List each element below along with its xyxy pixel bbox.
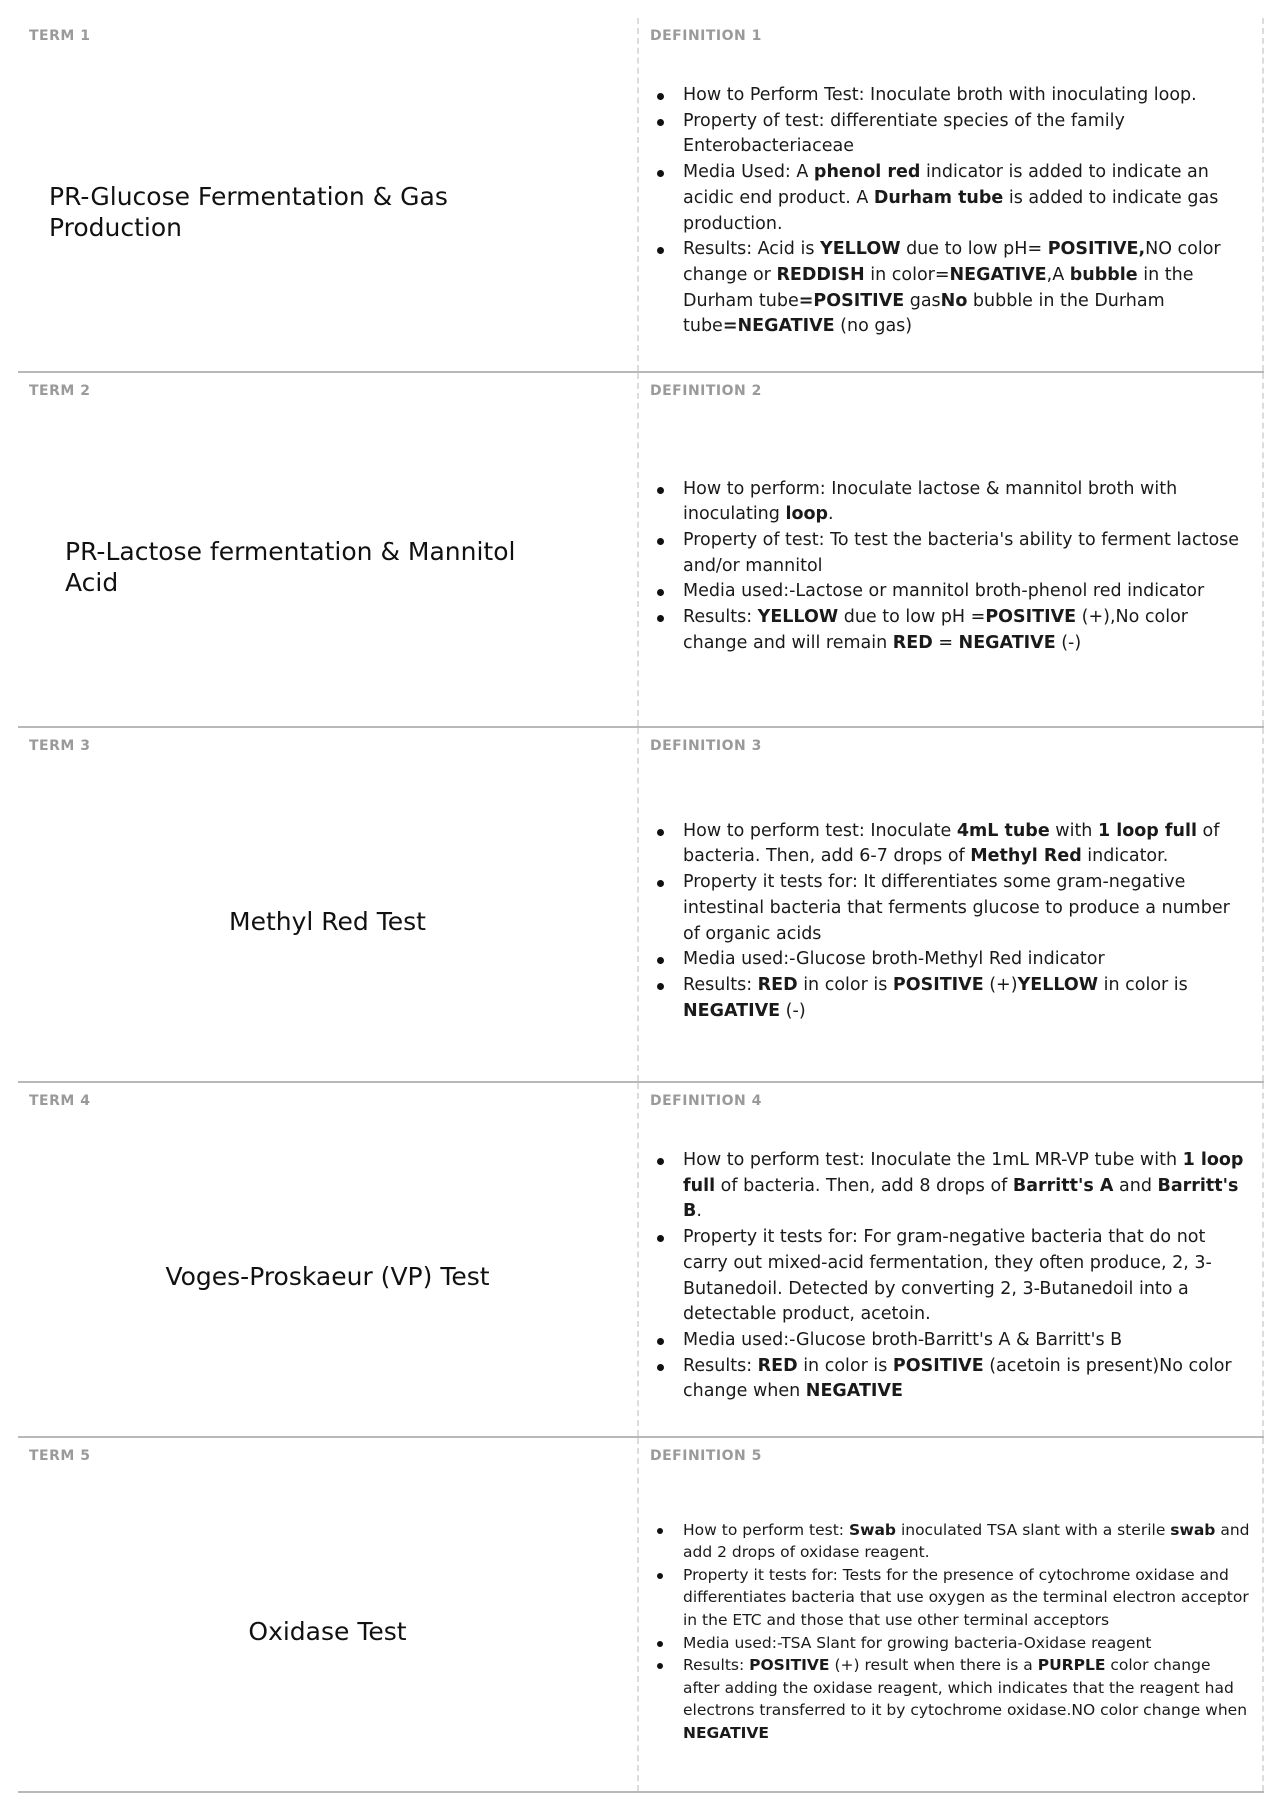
text-run: (+),No color change and will remain [683, 607, 1188, 653]
bold-text: No [940, 290, 968, 311]
definition-bullet [683, 237, 1250, 340]
text-run: How to Perform Test: Inoculate broth with inoculating loop. [683, 84, 1197, 105]
definition-label: DEFINITION 2 [650, 383, 762, 399]
bold-text: YELLOW [820, 239, 901, 260]
text-run: is added to indicate gas production. [683, 187, 1219, 234]
flashcard [18, 1083, 1264, 1438]
text-run: with [1049, 820, 1098, 841]
bold-text: phenol red [813, 162, 921, 183]
text-run: in color is [797, 974, 893, 995]
text-run: (+) [983, 974, 1018, 995]
text-run: indicator. [1081, 846, 1169, 867]
text-run: NO color change or [683, 239, 1221, 285]
bold-text: =NEGATIVE [722, 316, 835, 337]
definition-list [639, 819, 1250, 1025]
definition-bullet [683, 1519, 1250, 1564]
text-run: bubble in the Durham tube [683, 290, 1165, 337]
definition-bullet [683, 1225, 1250, 1328]
text-run: Results: [683, 1656, 750, 1675]
text-run: (+) result when there is a [829, 1656, 1038, 1675]
text-run: and add 2 drops of oxidase reagent. [683, 1520, 1250, 1562]
bold-text: YELLOW [1017, 974, 1099, 995]
bold-text: POSITIVE [985, 607, 1077, 628]
text-run: . [828, 504, 834, 525]
term-text: Voges-Proskaeur (VP) Test [165, 1262, 490, 1291]
term-cell [18, 728, 639, 1081]
bold-text: RED [757, 1355, 798, 1376]
definition-list [639, 1519, 1250, 1745]
definition-bullet [683, 160, 1250, 237]
bold-text: Methyl Red [970, 846, 1082, 867]
term-cell [18, 373, 639, 726]
term-cell [18, 1438, 639, 1791]
bold-text: NEGATIVE [958, 632, 1056, 653]
text-run: Property it tests for: Tests for the presence of cytochrome oxidase and differentiates bacteria that use oxygen as the terminal electron acceptor in the ETC and those that use other terminal acceptors [683, 1565, 1249, 1629]
definition-bullet [683, 1328, 1250, 1354]
definition-bullet [683, 1654, 1250, 1744]
text-run: Results: Acid is [683, 239, 821, 260]
text-run: Media used:-Glucose broth-Barritt's A & Barritt's B [683, 1329, 1123, 1350]
bold-text: NEGATIVE [949, 264, 1047, 285]
text-run: Results: [683, 1355, 758, 1376]
definition-label: DEFINITION 3 [650, 738, 762, 754]
text-run: Property of test: differentiate species of the family Enterobacteriaceae [683, 110, 1125, 157]
bold-text: Barritt's A [1012, 1175, 1114, 1196]
text-run: in color is [797, 1355, 893, 1376]
term-cell [18, 1083, 639, 1436]
bold-text: bubble [1069, 264, 1138, 285]
text-run: Media used:-TSA Slant for growing bacteria-Oxidase reagent [683, 1633, 1152, 1652]
definition-bullet [683, 1632, 1250, 1655]
term-cell [18, 18, 639, 371]
text-run: = [932, 632, 959, 653]
definition-bullet [683, 1148, 1250, 1225]
text-run: (acetoin is present)No color change when [683, 1355, 1232, 1402]
bold-text: 4mL tube [956, 820, 1050, 841]
term-label: TERM 3 [29, 738, 91, 754]
text-run: in color is [1098, 974, 1188, 995]
bold-text: Barritt's B [683, 1175, 1239, 1222]
term-label: TERM 2 [29, 383, 91, 399]
bold-text: REDDISH [776, 264, 865, 285]
text-run: gas [904, 290, 941, 311]
bold-text: RED [892, 632, 933, 653]
bold-text: 1 loop full [683, 1149, 1244, 1196]
definition-bullet [683, 973, 1250, 1024]
text-run: (no gas) [834, 316, 913, 337]
bold-text: swab [1170, 1520, 1216, 1539]
definition-cell [639, 18, 1264, 371]
text-run: How to perform test: Inoculate [683, 820, 957, 841]
flashcard [18, 728, 1264, 1083]
bold-text: POSITIVE [892, 1355, 984, 1376]
definition-cell [639, 373, 1264, 726]
text-run: in the Durham tube [683, 264, 1194, 311]
bold-text: loop [785, 504, 829, 525]
definition-bullet [683, 605, 1250, 656]
bold-text: YELLOW [757, 607, 839, 628]
text-run: ,A [1046, 264, 1070, 285]
definition-bullet [683, 819, 1250, 870]
definition-bullet [683, 109, 1250, 160]
text-run: and [1113, 1175, 1158, 1196]
flashcard [18, 373, 1264, 728]
definition-bullet [683, 1564, 1250, 1632]
bold-text: NEGATIVE [683, 1000, 781, 1021]
definition-bullet [683, 528, 1250, 579]
definition-bullet [683, 870, 1250, 947]
definition-bullet [683, 477, 1250, 528]
text-run: (-) [1055, 632, 1082, 653]
bold-text: POSITIVE, [1047, 239, 1146, 260]
term-label: TERM 4 [29, 1093, 91, 1109]
definition-cell [639, 728, 1264, 1081]
text-run: Results: [683, 974, 758, 995]
text-run: due to low pH= [900, 239, 1048, 260]
bold-text: POSITIVE [892, 974, 984, 995]
definition-bullet [683, 83, 1250, 109]
bold-text: Swab [848, 1520, 897, 1539]
definition-label: DEFINITION 1 [650, 28, 762, 44]
text-run: How to perform test: [683, 1520, 849, 1539]
text-run: (-) [780, 1000, 806, 1021]
text-run: How to perform: Inoculate lactose & mannitol broth with inoculating [683, 478, 1178, 525]
term-text: Oxidase Test [248, 1617, 407, 1646]
flashcard [18, 1438, 1264, 1793]
text-run: Media used:-Lactose or mannitol broth-phenol red indicator [683, 581, 1205, 602]
definition-list [639, 1148, 1250, 1405]
text-run: Media used:-Glucose broth-Methyl Red indicator [683, 949, 1105, 970]
bold-text: PURPLE [1037, 1656, 1106, 1675]
flashcard-sheet [18, 18, 1264, 1793]
term-text: Methyl Red Test [229, 907, 426, 936]
bold-text: POSITIVE [749, 1656, 830, 1675]
definition-bullet [683, 1354, 1250, 1405]
definition-label: DEFINITION 5 [650, 1448, 762, 1464]
term-text: PR-Glucose Fermentation & Gas Production [49, 181, 448, 242]
text-run: Media Used: A [683, 162, 814, 183]
term-label: TERM 1 [29, 28, 91, 44]
text-run: due to low pH = [838, 607, 986, 628]
bold-text: =POSITIVE [798, 290, 905, 311]
text-run: Property it tests for: It differentiates some gram-negative intestinal bacteria that ferments glucose to produce a number of organic acids [683, 872, 1230, 944]
text-run: color change after adding the oxidase reagent, which indicates that the reagent had electrons transferred to it by cytochrome oxidase.NO color change when [683, 1656, 1248, 1720]
definition-cell [639, 1083, 1264, 1436]
definition-cell [639, 1438, 1264, 1791]
bold-text: Durham tube [873, 187, 1004, 208]
text-run: of bacteria. Then, add 6-7 drops of [683, 820, 1220, 867]
text-run: indicator is added to indicate an acidic end product. A [683, 162, 1209, 208]
term-label: TERM 5 [29, 1448, 91, 1464]
term-text: PR-Lactose fermentation & Mannitol Acid [65, 536, 516, 597]
definition-list [639, 83, 1250, 340]
flashcard [18, 18, 1264, 373]
bold-text: NEGATIVE [805, 1381, 903, 1402]
definition-list [639, 477, 1250, 657]
text-run: Property of test: To test the bacteria's ability to ferment lactose and/or mannitol [683, 529, 1240, 576]
text-run: . [696, 1201, 702, 1222]
text-run: Results: [683, 607, 758, 628]
bold-text: 1 loop full [1097, 820, 1197, 841]
text-run: of bacteria. Then, add 8 drops of [715, 1175, 1013, 1196]
bold-text: RED [757, 974, 798, 995]
text-run: Property it tests for: For gram-negative bacteria that do not carry out mixed-acid fermentation, they often produce, 2, 3-Butanedoil. Detected by converting 2, 3-Butanedoil into a detectable product, acetoin. [683, 1227, 1212, 1325]
text-run: How to perform test: Inoculate the 1mL MR-VP tube with [683, 1149, 1183, 1170]
text-run: inoculated TSA slant with a sterile [896, 1520, 1171, 1539]
text-run: in color= [864, 264, 950, 285]
definition-bullet [683, 947, 1250, 973]
bold-text: NEGATIVE [683, 1723, 769, 1742]
definition-label: DEFINITION 4 [650, 1093, 762, 1109]
definition-bullet [683, 579, 1250, 605]
